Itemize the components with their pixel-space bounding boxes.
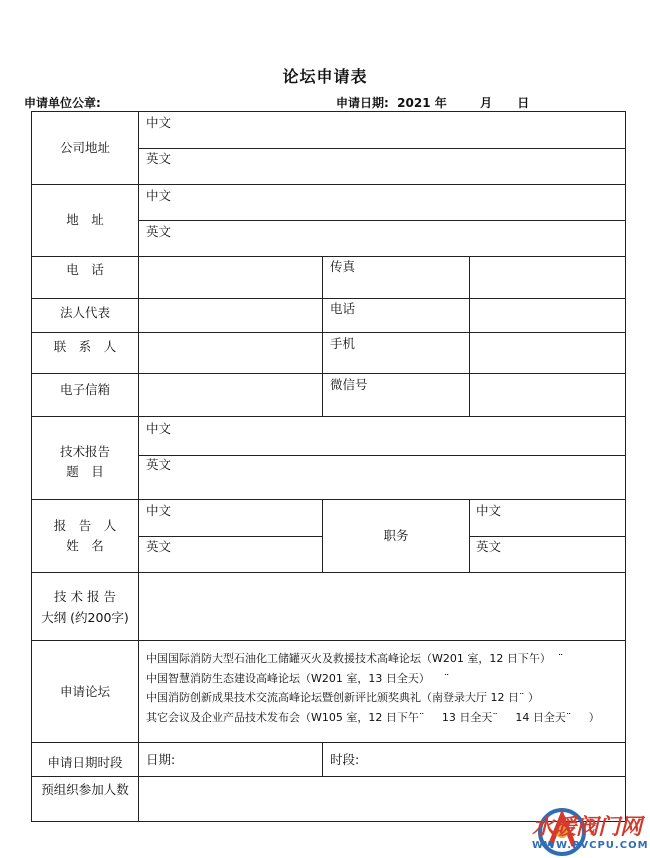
forum-option[interactable]: 中国智慧消防生态建设高峰论坛（W201 室，13 日全天） ¨: [146, 672, 450, 685]
outline-label-line2: 大纲 (约200字): [41, 610, 129, 625]
company-address-label: 公司地址: [59, 140, 110, 155]
report-topic-label-line1: 技术报告: [59, 444, 110, 459]
address-en-label: 英文: [146, 224, 172, 239]
reporter-name-label-line2: 姓 名: [66, 538, 104, 553]
report-topic-label-line2: 题 目: [66, 464, 104, 479]
report-topic-en-label: 英文: [146, 457, 172, 472]
email-label: 电子信箱: [59, 382, 110, 397]
forum-option[interactable]: 中国国际消防大型石油化工储罐灭火及救援技术高峰论坛（W201 室，12 日下午） ¨: [146, 652, 564, 665]
period-date-label: 日期:: [146, 752, 176, 767]
forum-label: 申请论坛: [59, 684, 110, 699]
company-address-en-label: 英文: [146, 151, 172, 166]
reporter-name-label-line1: 报 告 人: [53, 518, 117, 533]
position-cn-label: 中文: [476, 503, 502, 518]
position-label: 职务: [383, 528, 409, 543]
watermark-url: WWW.PVCPU.COM: [532, 840, 649, 851]
position-en-label: 英文: [476, 539, 502, 554]
forum-option[interactable]: 其它会议及企业产品技术发布会（W105 室，12 日下午¨ 13 日全天¨ 14 日全天¨ ）: [146, 711, 600, 724]
mobile-label: 手机: [330, 336, 356, 351]
report-topic-cn-label: 中文: [146, 421, 172, 436]
attendees-label: 预组织参加人数: [41, 782, 129, 797]
period-label: 申请日期时段: [47, 755, 123, 770]
form-title: 论坛申请表: [282, 67, 368, 86]
period-time-label: 时段:: [330, 752, 360, 767]
phone-label: 电 话: [66, 262, 104, 277]
apply-date-label: 申请日期: 2021 年 月 日: [336, 96, 530, 110]
legal-rep-label: 法人代表: [59, 305, 110, 320]
reporter-name-en-label: 英文: [146, 539, 172, 554]
address-cn-label: 中文: [146, 188, 172, 203]
outline-label-line1: 技 术 报 告: [54, 589, 116, 604]
applicant-seal-label: 申请单位公章:: [24, 96, 101, 110]
wechat-label: 微信号: [330, 377, 368, 392]
legal-rep-phone-label: 电话: [330, 301, 356, 316]
contact-label: 联 系 人: [53, 339, 117, 354]
fax-label: 传真: [330, 259, 356, 274]
address-label: 地 址: [66, 212, 104, 227]
reporter-name-cn-label: 中文: [146, 503, 172, 518]
forum-option[interactable]: 中国消防创新成果技术交流高峰论坛暨创新评比颁奖典礼（南登录大厅 12 日¨ ）: [146, 691, 539, 704]
watermark-brand: 水暖阀门网: [532, 815, 643, 840]
company-address-cn-label: 中文: [146, 115, 172, 130]
